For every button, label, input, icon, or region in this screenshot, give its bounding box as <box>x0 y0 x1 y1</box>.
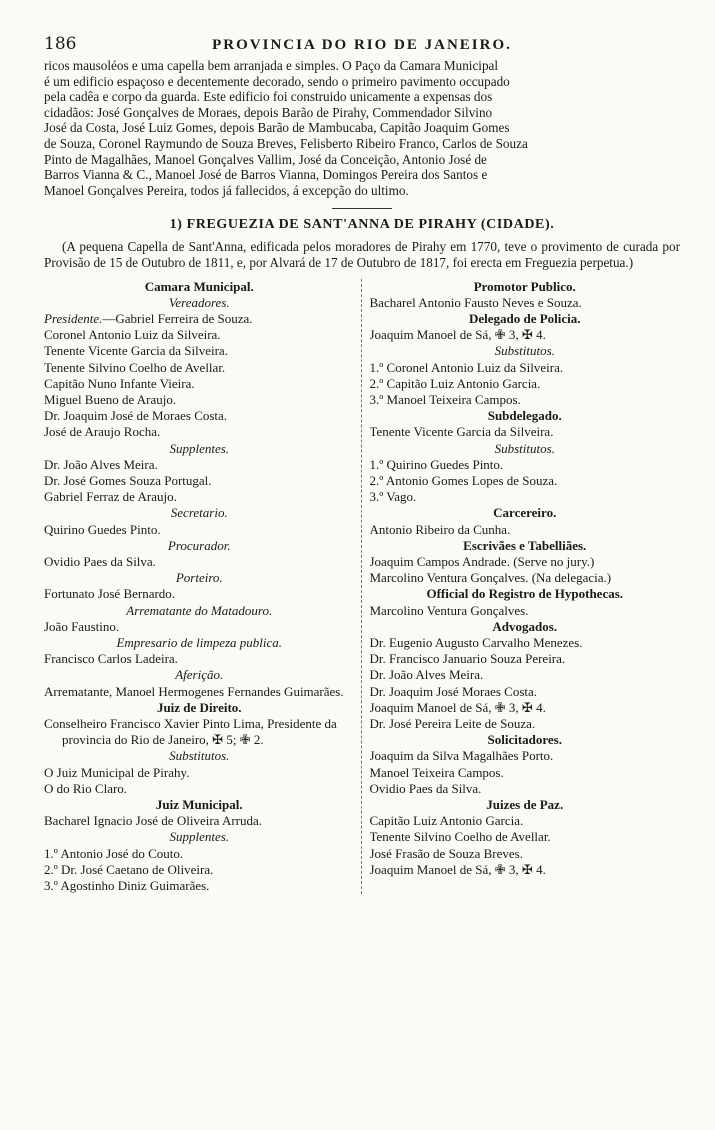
list-item: 1.º Antonio José do Couto. <box>44 845 184 861</box>
list-item: Miguel Bueno de Araujo. <box>44 391 177 407</box>
list-item: Tenente Vicente Garcia da Silveira. <box>369 424 554 440</box>
list-item: Dr. Joaquim José Moraes Costa. <box>369 683 538 699</box>
subheading-vereadores: Vereadores. <box>168 294 230 310</box>
intro-line: de Souza, Coronel Raymundo de Souza Breves, Felisberto Ribeiro Franco, Carlos de Souza <box>44 135 528 151</box>
subheading-secretario: Secretario. <box>170 505 228 521</box>
list-item: Joaquim Manoel de Sá, ✙ 3, ✠ 4. <box>369 861 546 877</box>
list-item: Dr. João Alves Meira. <box>44 456 158 472</box>
running-header <box>44 34 680 54</box>
list-item: 1.º Coronel Antonio Luiz da Silveira. <box>369 359 564 375</box>
intro-line: cidadãos: José Gonçalves de Moraes, depois Barão de Pirahy, Commendador Silvino <box>44 104 493 120</box>
list-item: Fortunato José Bernardo. <box>44 586 176 602</box>
heading-advogados: Advogados. <box>492 618 558 634</box>
heading-juiz-direito: Juiz de Direito. <box>156 699 242 715</box>
list-item: Marcolino Ventura Gonçalves. (Na delegacia.) <box>369 570 612 586</box>
presidente-label: Presidente. <box>44 310 103 326</box>
list-item: 1.º Quirino Guedes Pinto. <box>369 456 504 472</box>
list-item: José Frasão de Souza Breves. <box>369 845 523 861</box>
list-item: Dr. João Alves Meira. <box>369 667 484 683</box>
list-item: Joaquim Manoel de Sá, ✙ 3, ✠ 4. <box>369 327 546 343</box>
subheading-porteiro: Porteiro. <box>175 570 223 586</box>
list-item: Capitão Nuno Infante Vieira. <box>44 375 195 391</box>
subheading-substitutos: Substitutos. <box>494 440 555 456</box>
list-item: Francisco Carlos Ladeira. <box>44 651 178 667</box>
presidente-name: —Gabriel Ferreira de Souza. <box>102 310 253 326</box>
intro-line: Manoel Gonçalves Pereira, todos já fallecidos, á excepção do ultimo. <box>44 182 409 198</box>
heading-juiz-municipal: Juiz Municipal. <box>155 797 243 813</box>
list-item: Ovidio Paes da Silva. <box>44 553 156 569</box>
intro-line: José da Costa, José Luiz Gomes, depois Barão de Mambucaba, Capitão Joaquim Gomes <box>44 120 510 136</box>
list-item: Dr. José Gomes Souza Portugal. <box>44 472 212 488</box>
subheading-supplentes: Supplentes. <box>169 440 230 456</box>
list-item: Arrematante, Manoel Hermogenes Fernandes Guimarães. <box>44 683 344 699</box>
heading-escrivaes: Escrivães e Tabelliães. <box>463 537 587 553</box>
list-item: José de Araujo Rocha. <box>44 424 161 440</box>
heading-delegado: Delegado de Policia. <box>468 310 581 326</box>
list-item: 2.º Dr. José Caetano de Oliveira. <box>44 861 214 877</box>
list-item: O do Rio Claro. <box>44 780 128 796</box>
list-item: Conselheiro Francisco Xavier Pinto Lima, Presidente da provincia do Rio de Janeiro, ✠ 5; ✙ 2. <box>44 716 337 748</box>
list-item: 3.º Manoel Teixeira Campos. <box>369 391 521 407</box>
section-note: (A pequena Capella de Sant'Anna, edificada pelos moradores de Pirahy em 1770, teve o provimento de curada por Provisão de 15 de Outubro de 1811, e, por Alvará de 17 de Outubro de 1817, foi erecta em Freguezia perpetua.) <box>44 239 680 270</box>
intro-line: Barros Vianna & C., Manoel José de Barros Vianna, Domingos Pereira dos Santos e <box>44 167 488 183</box>
intro-line: pela cadêa e corpo da guarda. Este edificio foi construido unicamente a expensas dos <box>44 89 493 105</box>
list-item: Joaquim Campos Andrade. (Serve no jury.) <box>369 553 595 569</box>
subheading-jm-supplentes: Supplentes. <box>169 829 230 845</box>
list-item: 2.º Antonio Gomes Lopes de Souza. <box>369 472 558 488</box>
right-column <box>361 279 681 895</box>
list-item: Manoel Teixeira Campos. <box>369 764 504 780</box>
page-title: PROVINCIA DO RIO DE JANEIRO. <box>212 37 512 53</box>
document-page <box>44 34 680 894</box>
list-item: Dr. Joaquim José de Moraes Costa. <box>44 408 228 424</box>
intro-line: ricos mausoléos e uma capella bem arranjada e simples. O Paço da Camara Municipal <box>44 58 499 73</box>
heading-camara: Camara Municipal. <box>144 278 254 294</box>
list-item: Gabriel Ferraz de Araujo. <box>44 489 177 505</box>
subheading-empresario: Empresario de limpeza publica. <box>116 635 283 650</box>
heading-subdelegado: Subdelegado. <box>487 408 562 424</box>
intro-line: Pinto de Magalhães, Manoel Gonçalves Vallim, José da Conceição, Antonio José de <box>44 151 487 167</box>
heading-solicitadores: Solicitadores. <box>487 732 562 748</box>
presidente-line <box>44 311 355 327</box>
list-item: Dr. José Pereira Leite de Souza. <box>369 716 536 732</box>
list-item: João Faustino. <box>44 618 120 634</box>
intro-paragraph <box>44 58 680 198</box>
list-item: 2.º Capitão Luiz Antonio Garcia. <box>369 375 541 391</box>
list-item: Bacharel Ignacio José de Oliveira Arruda. <box>44 813 263 829</box>
left-column <box>44 279 361 895</box>
list-item: Tenente Silvino Coelho de Avellar. <box>44 359 226 375</box>
list-item: Dr. Francisco Januario Souza Pereira. <box>369 651 566 667</box>
list-item: Ovidio Paes da Silva. <box>369 780 482 796</box>
subheading-arrematante: Arrematante do Matadouro. <box>126 602 273 618</box>
list-item: Antonio Ribeiro da Cunha. <box>369 521 511 537</box>
list-item: O Juiz Municipal de Pirahy. <box>44 764 190 780</box>
list-item: Capitão Luiz Antonio Garcia. <box>369 813 524 829</box>
list-item: Coronel Antonio Luiz da Silveira. <box>44 327 221 343</box>
list-item: Joaquim da Silva Magalhães Porto. <box>369 748 554 764</box>
list-item: Quirino Guedes Pinto. <box>44 521 161 537</box>
section-divider <box>332 208 392 209</box>
heading-promotor: Promotor Publico. <box>473 278 576 294</box>
list-item: Tenente Silvino Coelho de Avellar. <box>369 829 551 845</box>
heading-juizes-paz: Juizes de Paz. <box>486 797 564 813</box>
heading-carcereiro: Carcereiro. <box>493 505 557 521</box>
list-item: Tenente Vicente Garcia da Silveira. <box>44 343 228 359</box>
list-item: Dr. Eugenio Augusto Carvalho Menezes. <box>369 635 583 650</box>
list-item: 3.º Vago. <box>369 489 417 505</box>
intro-line: é um edificio espaçoso e decentemente decorado, sendo o primeiro pavimento occupado <box>44 73 510 89</box>
list-item: Joaquim Manoel de Sá, ✙ 3, ✠ 4. <box>369 699 546 715</box>
list-item: 3.º Agostinho Diniz Guimarães. <box>44 878 210 894</box>
subheading-afericao: Aferição. <box>175 667 224 683</box>
subheading-substitutos: Substitutos. <box>494 343 555 359</box>
heading-registro: Official do Registro de Hypothecas. <box>426 586 624 602</box>
page-number: 186 <box>44 34 77 54</box>
subheading-procurador: Procurador. <box>167 537 231 553</box>
subheading-substitutos: Substitutos. <box>169 748 230 764</box>
list-item: Marcolino Ventura Gonçalves. <box>369 602 529 618</box>
two-column-listing <box>44 279 680 895</box>
list-item: Bacharel Antonio Fausto Neves e Souza. <box>369 294 582 310</box>
section-title: 1) FREGUEZIA DE SANT'ANNA DE PIRAHY (CIDADE). <box>169 217 555 233</box>
